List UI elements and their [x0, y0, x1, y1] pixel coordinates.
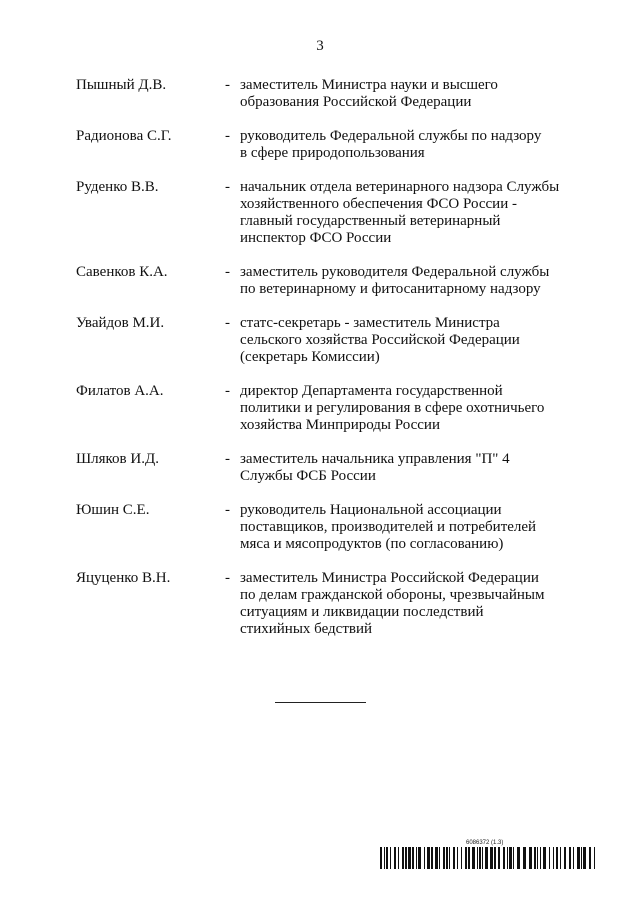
member-dash: - [225, 264, 230, 280]
page-number: 3 [316, 38, 324, 54]
role-line: Службы ФСБ России [240, 468, 376, 484]
role-line: образования Российской Федерации [240, 94, 472, 110]
member-role [240, 179, 570, 247]
member-dash: - [225, 179, 230, 195]
role-line: инспектор ФСО России [240, 230, 392, 246]
role-line: директор Департамента государственной [240, 383, 503, 399]
member-entry [0, 502, 640, 553]
role-line: руководитель Национальной ассоциации [240, 502, 502, 518]
member-entry [0, 315, 640, 366]
role-line: главный государственный ветеринарный [240, 213, 501, 229]
member-dash: - [225, 502, 230, 518]
barcode-code: 6086372 (1.3) [466, 840, 504, 846]
role-line: заместитель Министра науки и высшего [240, 77, 498, 93]
member-name: Руденко В.В. [76, 179, 159, 195]
role-line: статс-секретарь - заместитель Министра [240, 315, 500, 331]
member-role [240, 502, 570, 553]
role-line: заместитель Министра Российской Федерации [240, 570, 539, 586]
member-entry [0, 570, 640, 638]
member-entry [0, 179, 640, 247]
member-dash: - [225, 383, 230, 399]
member-entry [0, 451, 640, 485]
role-line: стихийных бедствий [240, 621, 373, 637]
member-role [240, 264, 570, 298]
role-line: руководитель Федеральной службы по надзору [240, 128, 542, 144]
member-dash: - [225, 315, 230, 331]
member-dash: - [225, 77, 230, 93]
role-line: начальник отдела ветеринарного надзора Службы [240, 179, 560, 195]
member-role [240, 128, 570, 162]
role-line: по ветеринарному и фитосанитарному надзору [240, 281, 541, 297]
role-line: (секретарь Комиссии) [240, 349, 380, 365]
role-line: хозяйственного обеспечения ФСО России - [240, 196, 517, 212]
member-name: Радионова С.Г. [76, 128, 172, 144]
member-name: Увайдов М.И. [76, 315, 165, 331]
member-role [240, 570, 570, 638]
role-line: поставщиков, производителей и потребителей [240, 519, 537, 535]
member-role [240, 451, 570, 485]
role-line: в сфере природопользования [240, 145, 425, 161]
member-role [240, 383, 570, 434]
member-name: Пышный Д.В. [76, 77, 167, 93]
role-line: политики и регулирования в сфере охотничьего [240, 400, 545, 416]
member-name: Юшин С.Е. [76, 502, 150, 518]
member-name: Савенков К.А. [76, 264, 168, 280]
member-dash: - [225, 570, 230, 586]
member-dash: - [225, 451, 230, 467]
end-of-list-rule [275, 702, 366, 703]
member-dash: - [225, 128, 230, 144]
role-line: мяса и мясопродуктов (по согласованию) [240, 536, 504, 552]
member-entry [0, 383, 640, 434]
barcode-block [380, 840, 596, 869]
barcode-icon [380, 847, 596, 869]
member-entry [0, 128, 640, 162]
role-line: хозяйства Минприроды России [240, 417, 440, 433]
role-line: по делам гражданской обороны, чрезвычайным [240, 587, 545, 603]
role-line: заместитель начальника управления "П" 4 [240, 451, 510, 467]
role-line: сельского хозяйства Российской Федерации [240, 332, 520, 348]
member-entry [0, 77, 640, 111]
role-line: заместитель руководителя Федеральной службы [240, 264, 550, 280]
role-line: ситуациям и ликвидации последствий [240, 604, 484, 620]
member-entry [0, 264, 640, 298]
member-name: Яцуценко В.Н. [76, 570, 171, 586]
members-list [0, 77, 640, 655]
member-name: Шляков И.Д. [76, 451, 159, 467]
member-role [240, 315, 570, 366]
member-role [240, 77, 570, 111]
member-name: Филатов А.А. [76, 383, 164, 399]
